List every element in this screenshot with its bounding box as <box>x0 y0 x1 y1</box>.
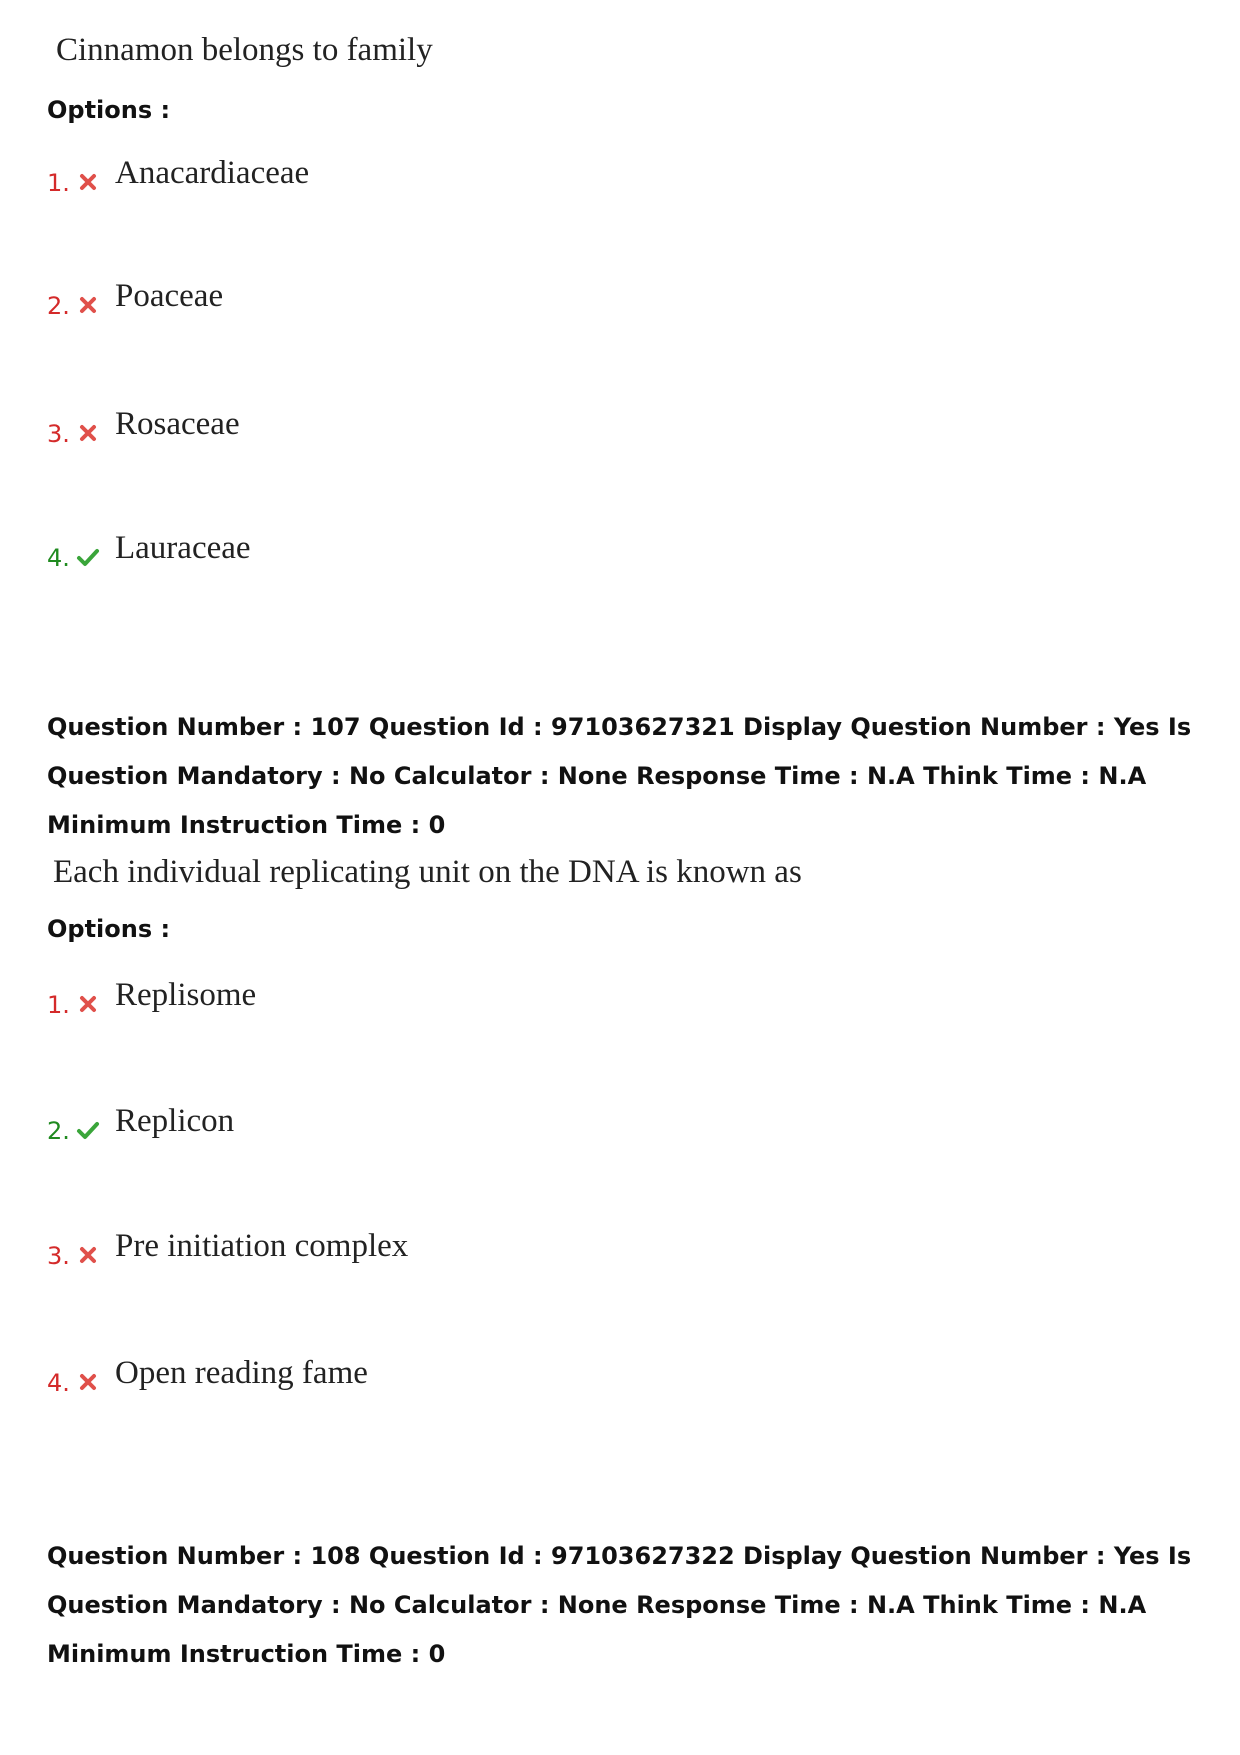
option-item <box>47 1103 947 1153</box>
option-number: 1. <box>47 991 70 1019</box>
question-meta: Question Number : 108 Question Id : 97103627322 Display Question Number : Yes Is Question Mandatory : No Calculator : None Response Time : N.A Think Time : N.A Minimum Instruction Time : 0 <box>47 1542 1192 1668</box>
option-item <box>47 1355 947 1405</box>
options-label: Options : <box>47 96 171 124</box>
option-item <box>47 977 947 1027</box>
option-item <box>47 278 947 328</box>
option-text: Rosaceae <box>115 406 240 442</box>
cross-icon <box>75 1242 101 1268</box>
option-text: Anacardiaceae <box>115 155 310 191</box>
cross-icon <box>75 169 101 195</box>
question-meta: Question Number : 107 Question Id : 97103627321 Display Question Number : Yes Is Question Mandatory : No Calculator : None Response Time : N.A Think Time : N.A Minimum Instruction Time : 0 <box>47 713 1192 839</box>
option-number: 1. <box>47 169 70 197</box>
cross-icon <box>75 1369 101 1395</box>
option-text: Replisome <box>115 977 257 1013</box>
question-text: Each individual replicating unit on the DNA is known as <box>53 854 802 890</box>
option-item <box>47 1228 947 1278</box>
option-item <box>47 406 947 456</box>
option-number: 4. <box>47 544 70 572</box>
question-text: Cinnamon belongs to family <box>56 32 433 68</box>
option-number: 3. <box>47 420 70 448</box>
option-item <box>47 155 947 205</box>
option-number: 4. <box>47 1369 70 1397</box>
option-text: Lauraceae <box>115 530 251 566</box>
option-number: 3. <box>47 1242 70 1270</box>
option-text: Poaceae <box>115 278 224 314</box>
option-item <box>47 530 947 580</box>
cross-icon <box>75 292 101 318</box>
check-icon <box>75 1117 101 1143</box>
cross-icon <box>75 420 101 446</box>
option-text: Open reading fame <box>115 1355 368 1391</box>
check-icon <box>75 544 101 570</box>
option-text: Pre initiation complex <box>115 1228 409 1264</box>
cross-icon <box>75 991 101 1017</box>
option-text: Replicon <box>115 1103 235 1139</box>
options-label: Options : <box>47 915 171 943</box>
option-number: 2. <box>47 292 70 320</box>
option-number: 2. <box>47 1117 70 1145</box>
